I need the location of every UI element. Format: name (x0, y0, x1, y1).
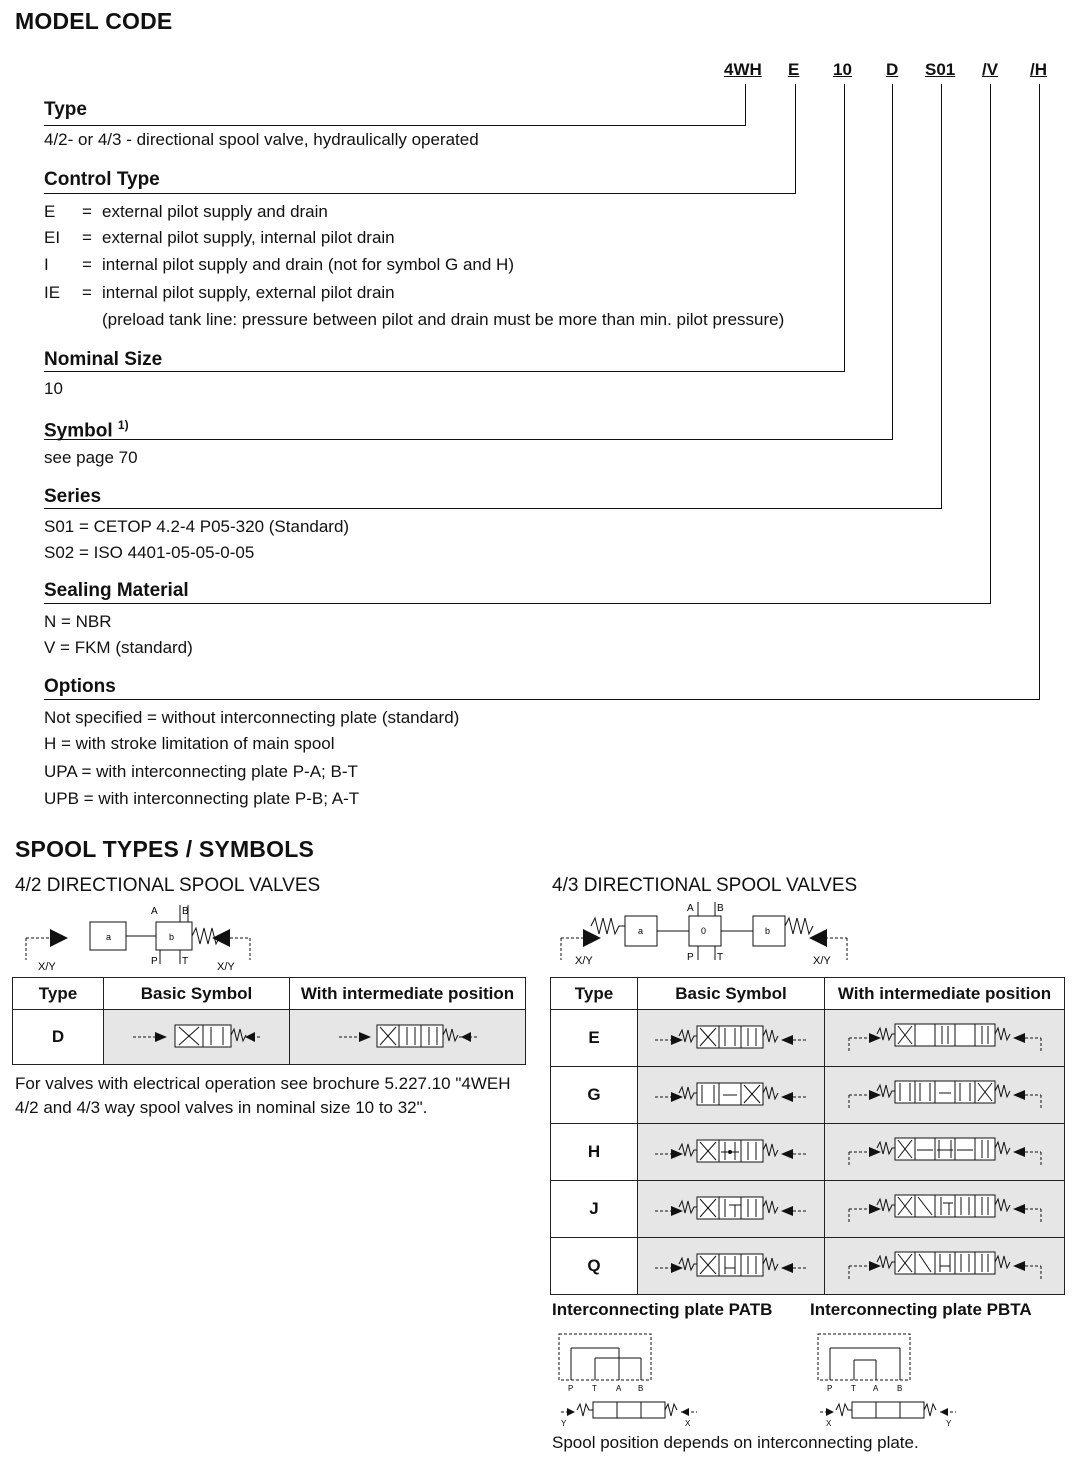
label-a: a (638, 926, 644, 936)
control-eq: = (82, 202, 92, 221)
control-eq: = (82, 228, 92, 247)
label-P: P (151, 956, 158, 967)
options-line: H = with stroke limitation of main spool (44, 734, 335, 753)
basic-symbol-cell (638, 1124, 825, 1181)
options-title: Options (44, 676, 116, 697)
connector-control (795, 84, 796, 194)
label-xy: X/Y (813, 955, 831, 967)
right-subtitle: 4/3 DIRECTIONAL SPOOL VALVES (552, 875, 858, 896)
symbol-desc: see page 70 (44, 448, 138, 467)
label-B: B (638, 1384, 644, 1393)
rule-type (44, 125, 746, 126)
type-cell: J (551, 1181, 638, 1238)
symbol-43-inter (845, 1183, 1045, 1231)
label-b: b (765, 926, 771, 936)
symbol-title (44, 418, 129, 442)
col-inter: With intermediate position (290, 978, 526, 1010)
symbol-43-inter (845, 1240, 1045, 1288)
label-P: P (827, 1384, 833, 1393)
label-Y: Y (946, 1419, 952, 1428)
connector-size (844, 84, 845, 372)
inter-symbol-cell (825, 1067, 1065, 1124)
valve-43-diagram (555, 900, 855, 972)
sealing-v: V = FKM (standard) (44, 638, 193, 657)
rule-size (44, 371, 845, 372)
label-zero: 0 (701, 926, 707, 936)
rule-control (44, 193, 796, 194)
rule-series (44, 508, 942, 509)
spool-table-43 (550, 977, 1065, 1295)
plate-pbta-diagram (812, 1330, 962, 1430)
basic-symbol-cell (104, 1010, 290, 1065)
label-P: P (568, 1384, 574, 1393)
control-code: E (44, 202, 56, 221)
inter-symbol-cell (825, 1238, 1065, 1295)
options-line: UPA = with interconnecting plate P-A; B-T (44, 762, 358, 781)
connector-series (941, 84, 942, 509)
label-A: A (616, 1384, 622, 1393)
rule-options (44, 699, 1040, 700)
label-xy: X/Y (217, 961, 235, 972)
control-desc: internal pilot supply and drain (not for symbol G and H) (102, 255, 514, 274)
spool-title: SPOOL TYPES / SYMBOLS (15, 836, 314, 862)
valve-42-diagram (20, 900, 260, 972)
basic-symbol-cell (638, 1181, 825, 1238)
electrical-note: For valves with electrical operation see brochure 5.227.10 "4WEH 4/2 and 4/3 way spool valves in nominal size 10 to 32". (15, 1074, 511, 1117)
control-desc: external pilot supply, internal pilot drain (102, 228, 395, 247)
control-desc: internal pilot supply, external pilot drain (102, 283, 395, 302)
label-P: P (687, 952, 694, 963)
inter-symbol-cell (825, 1010, 1065, 1067)
control-desc: external pilot supply and drain (102, 202, 328, 221)
label-T: T (717, 952, 724, 963)
control-note: (preload tank line: pressure between pilot and drain must be more than min. pilot pressure) (102, 310, 785, 329)
control-code: IE (44, 283, 61, 302)
sealing-n: N = NBR (44, 612, 112, 631)
left-subtitle: 4/2 DIRECTIONAL SPOOL VALVES (15, 875, 321, 896)
model-code-title: MODEL CODE (15, 8, 173, 34)
spool-table-42 (12, 977, 526, 1065)
rule-seal (44, 603, 991, 604)
control-eq: = (82, 283, 92, 302)
type-cell: Q (551, 1238, 638, 1295)
type-cell: G (551, 1067, 638, 1124)
label-T: T (851, 1384, 856, 1393)
code-options: /H (1030, 60, 1047, 79)
connector-symbol (892, 84, 893, 440)
label-B: B (717, 903, 724, 914)
symbol-footnote: 1) (117, 418, 129, 432)
inter-symbol-cell (290, 1010, 526, 1065)
label-B: B (897, 1384, 903, 1393)
basic-symbol-cell (638, 1238, 825, 1295)
label-X: X (826, 1419, 832, 1428)
type-cell: H (551, 1124, 638, 1181)
plate-note: Spool position depends on interconnecting plate. (552, 1433, 919, 1452)
type-cell: D (13, 1010, 104, 1065)
connector-seal (990, 84, 991, 604)
options-line: UPB = with interconnecting plate P-B; A-T (44, 789, 360, 808)
rule-symbol (44, 439, 893, 440)
symbol-43-inter (845, 1126, 1045, 1174)
code-4wh: 4WH (724, 60, 762, 79)
col-type: Type (13, 978, 104, 1010)
connector-options (1039, 84, 1040, 700)
label-b: b (169, 932, 175, 942)
series-title: Series (44, 486, 102, 507)
col-type: Type (551, 978, 638, 1010)
symbol-d-basic (127, 1013, 267, 1057)
label-xy: X/Y (38, 961, 56, 972)
label-A: A (687, 903, 694, 914)
inter-symbol-cell (825, 1124, 1065, 1181)
label-B: B (182, 906, 189, 917)
label-A: A (151, 906, 158, 917)
plate-pbta-title: Interconnecting plate PBTA (810, 1300, 1032, 1319)
options-line: Not specified = without interconnecting plate (standard) (44, 708, 460, 727)
code-seal: /V (982, 60, 999, 79)
nominal-value: 10 (44, 379, 63, 398)
col-basic: Basic Symbol (638, 978, 825, 1010)
symbol-43-basic (651, 1014, 811, 1058)
type-title: Type (44, 99, 87, 120)
plate-patb-diagram (555, 1330, 705, 1430)
label-Y: Y (561, 1419, 567, 1428)
symbol-43-inter (845, 1012, 1045, 1060)
symbol-d-inter (333, 1013, 483, 1057)
code-series: S01 (925, 60, 956, 79)
control-code: I (44, 255, 49, 274)
code-symbol: D (886, 60, 899, 79)
symbol-title-text: Symbol (44, 420, 113, 442)
label-X: X (685, 1419, 691, 1428)
symbol-43-basic (651, 1128, 811, 1172)
control-code: EI (44, 228, 61, 247)
label-a: a (106, 932, 112, 942)
series-s02: S02 = ISO 4401-05-05-0-05 (44, 543, 255, 562)
col-basic: Basic Symbol (104, 978, 290, 1010)
series-s01: S01 = CETOP 4.2-4 P05-320 (Standard) (44, 517, 350, 536)
inter-symbol-cell (825, 1181, 1065, 1238)
label-T: T (182, 956, 189, 967)
control-title: Control Type (44, 169, 160, 190)
connector-type (745, 84, 746, 126)
col-inter: With intermediate position (825, 978, 1065, 1010)
symbol-43-inter (845, 1069, 1045, 1117)
basic-symbol-cell (638, 1010, 825, 1067)
basic-symbol-cell (638, 1067, 825, 1124)
symbol-43-basic (651, 1242, 811, 1286)
symbol-43-basic (651, 1185, 811, 1229)
plate-patb-title: Interconnecting plate PATB (552, 1300, 773, 1319)
code-control: E (788, 60, 800, 79)
type-desc: 4/2- or 4/3 - directional spool valve, hydraulically operated (44, 130, 479, 149)
label-T: T (592, 1384, 597, 1393)
label-A: A (873, 1384, 879, 1393)
symbol-43-basic (651, 1071, 811, 1115)
label-xy: X/Y (575, 955, 593, 967)
nominal-title: Nominal Size (44, 349, 163, 370)
sealing-title: Sealing Material (44, 580, 189, 601)
type-cell: E (551, 1010, 638, 1067)
control-eq: = (82, 255, 92, 274)
code-size: 10 (833, 60, 852, 79)
